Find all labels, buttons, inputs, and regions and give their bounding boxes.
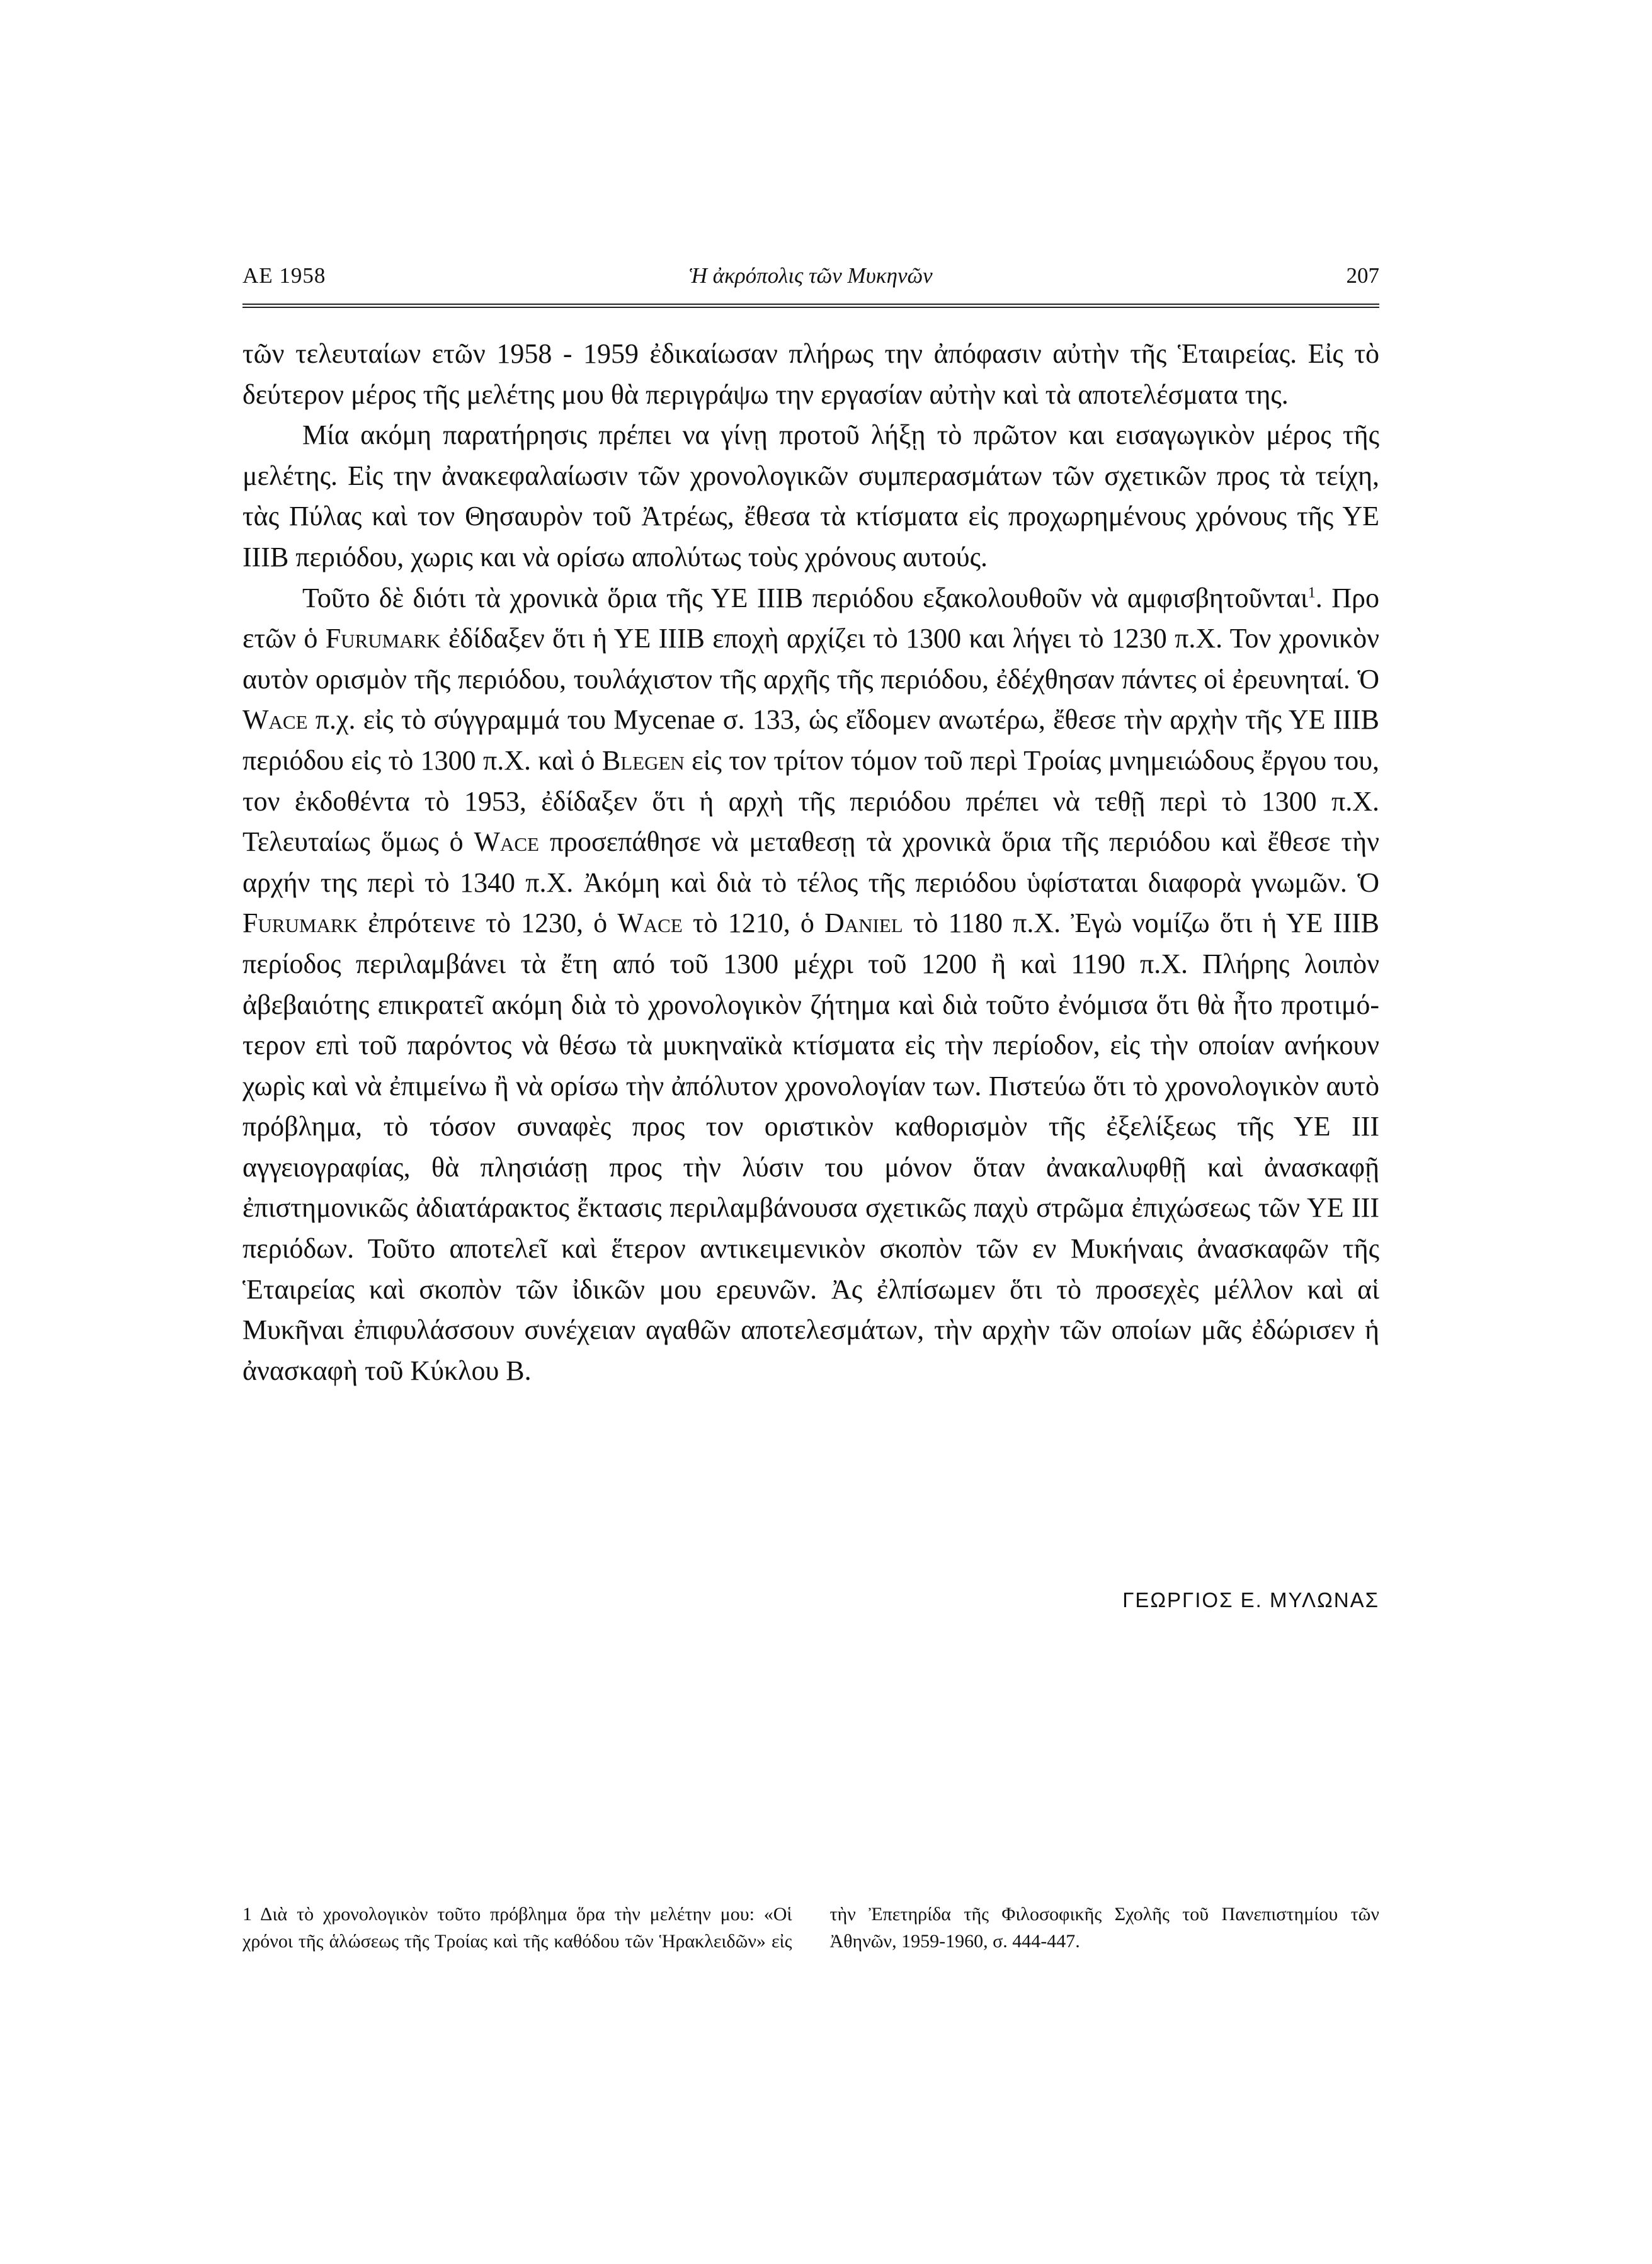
text-run: τὸ 1180 π.Χ. Ἐγὼ νομίζω ὅτι ἡ ΥΕ ΙΙΙΒ περίοδος περιλαμβάνει τὰ ἔτη από τοῦ 1300 μέχρι τοῦ 1200 ἢ καὶ 1190 π.Χ. Πλήρης λοιπὸν ἀβεβαιότης επικρατεῖ ακόμη διὰ τὸ χρονολογικὸν ζήτημα καὶ διὰ τοῦτο ἐνόμισα ὅτι θὰ ἦτο προτιμότερον επὶ τοῦ παρόντος νὰ θέσω τὰ μυκηναϊκὰ κτίσματα εἰς τὴν περίοδον, εἰς τὴν οποίαν ανήκουν χωρὶς καὶ νὰ ἐπιμείνω ἢ νὰ ορίσω τὴν ἀπόλυτον χρονολογίαν των. Πιστεύω ὅτι τὸ χρονολογικὸν αυτὸ πρόβλημα, τὸ τόσον συναφὲς προς τον οριστικὸν καθορισμὸν τῆς ἐξελίξεως τῆς ΥΕ ΙΙΙ αγγειογραφίας, θὰ πλησιάσῃ προς τὴν λύσιν του μόνον ὅταν ἀνακαλυφθῇ καὶ ἀνασκαφῇ ἐπιστημονικῶς ἀδιατάρακτος ἔκτασις περιλαμβάνουσα σχετικῶς παχὺ στρῶμα ἐπιχώσεως τῶν ΥΕ ΙΙΙ περιόδων. Τοῦτο αποτελεῖ καὶ ἕτερον αντικειμενικὸν σκοπὸν τῶν εν Μυκήναις ἀνασκαφῶν τῆς Ἑταιρείας καὶ σκοπὸν τῶν ἰδικῶν μου ερευνῶν. Ἀς ἐλπίσωμεν ὅτι τὸ προσεχὲς μέλλον καὶ αἱ Μυκῆναι ἐπιφυλάσσουν συνέχειαν αγαθῶν αποτελεσμάτων, τὴν αρχὴν τῶν οποίων μᾶς ἐδώρισεν ἡ ἀνασκαφὴ τοῦ Κύκλου Β. (242, 907, 1379, 1386)
author-name: Furumark (242, 907, 358, 939)
footnotes (242, 1901, 1379, 1955)
author-name: Blegen (601, 744, 685, 776)
footnote-ref[interactable]: 1 (1307, 584, 1316, 601)
text-run: προσεπάθησε νὰ μεταθεσῃ τὰ χρονικὰ ὅρια τῆς περιόδου καὶ ἔθεσε τὴν αρχήν της περὶ τὸ 1340 π.Χ. Ἀκόμη καὶ διὰ τὸ τέλος τῆς περιόδου ὑφίσταται διαφορὰ γνωμῶν. Ὁ (242, 826, 1379, 898)
text-run: Τοῦτο δὲ διότι τὰ χρονικὰ ὅρια τῆς ΥΕ ΙΙΙΒ περιόδου εξακολουθοῦν νὰ αμφισβητοῦνται (302, 582, 1308, 613)
article-body (242, 334, 1379, 1391)
footnote-1: 1 Διὰ τὸ χρονολογικὸν τοῦτο πρόβλημα ὅρα τὴν μελέτην μου: «Οἱ χρόνοι τῆς ἁλώσεως τῆς Τροίας καὶ τῆς καθόδου τῶν Ἡρακλειδῶν» εἰς τὴν Ἐπετηρίδα τῆς Φιλοσοφικῆς Σχολῆς τοῦ Πανεπιστημίου τῶν Ἀθηνῶν, 1959-1960, σ. 444-447. (242, 1904, 1379, 1952)
journal-volume: ΑΕ 1958 (242, 263, 326, 288)
text-run: ἐπρότεινε τὸ 1230, ὁ (357, 907, 618, 939)
author-name: Wace (474, 826, 539, 858)
paragraph-3 (242, 578, 1379, 1392)
author-name: Daniel (824, 907, 903, 939)
text-run: εἰς τον τρίτον τόμον τοῦ περὶ Τροίας μνημειώδους ἔργου του, τον ἐκδοθέντα τὸ 1953, ἐδίδαξεν ὅτι ἡ αρχὴ τῆς περιόδου πρέπει νὰ τεθῇ περὶ τὸ 1300 π.Χ. Τελευταίως ὅμως ὁ (242, 744, 1379, 858)
running-title: Ἡ ἀκρόπολις τῶν Μυκηνῶν (689, 263, 933, 288)
text-run: . Προ ετῶν ὁ (242, 582, 1379, 654)
page-number: 207 (1346, 263, 1379, 288)
paragraph-1: τῶν τελευταίων ετῶν 1958 - 1959 ἐδικαίωσαν πλήρως την ἀπόφασιν αὐτὴν τῆς Ἑταιρείας. Εἰς τὸ δεύτερον μέρος τῆς μελέτης μου θὰ περιγράψω την εργασίαν αὐτὴν καὶ τὰ αποτελέσματα της. (242, 338, 1379, 410)
header-rule (242, 304, 1379, 308)
author-signature: ΓΕΩΡΓΙΟΣ Ε. ΜΥΛΩΝΑΣ (1122, 1588, 1379, 1612)
text-run: π.χ. εἰς τὸ σύγγραμμά του Mycenae σ. 133, ὡς εἴδομεν ανωτέρω, ἔθεσε τὴν αρχὴν τῆς ΥΕ ΙΙΙΒ περιόδου εἰς τὸ 1300 π.Χ. καὶ ὁ (242, 704, 1379, 776)
text-run: τὸ 1210, ὁ (682, 907, 824, 939)
running-header (242, 263, 1379, 301)
text-run: ἐδίδαξεν ὅτι ἡ ΥΕ ΙΙΙΒ εποχὴ αρχίζει τὸ 1300 και λήγει τὸ 1230 π.Χ. Τον χρονικὸν αυτὸν ορισμὸν τῆς περιόδου, τουλάχιστον τῆς αρχῆς τῆς περιόδου, ἐδέχθησαν πάντες οἱ ἐρευνηταί. Ὁ (242, 623, 1379, 695)
author-name: Wace (242, 704, 308, 736)
author-name: Furumark (325, 623, 441, 654)
paragraph-2: Μία ακόμη παρατήρησις πρέπει να γίνῃ προτοῦ λήξῃ τὸ πρῶτον και εισαγωγικὸν μέρος τῆς μελέτης. Εἰς την ἀνακεφαλαίωσιν τῶν χρονολογικῶν συμπερασμάτων τῶν σχετικῶν προς τὰ τείχη, τὰς Πύλας καὶ τον Θησαυρὸν τοῦ Ἀτρέως, ἔθεσα τὰ κτίσματα εἰς προχωρημένους χρόνους τῆς ΥΕ ΙΙΙΒ περιόδου, χωρις και νὰ ορίσω απολύτως τοὺς χρόνους αυτούς. (242, 419, 1379, 572)
author-name: Wace (617, 907, 683, 939)
